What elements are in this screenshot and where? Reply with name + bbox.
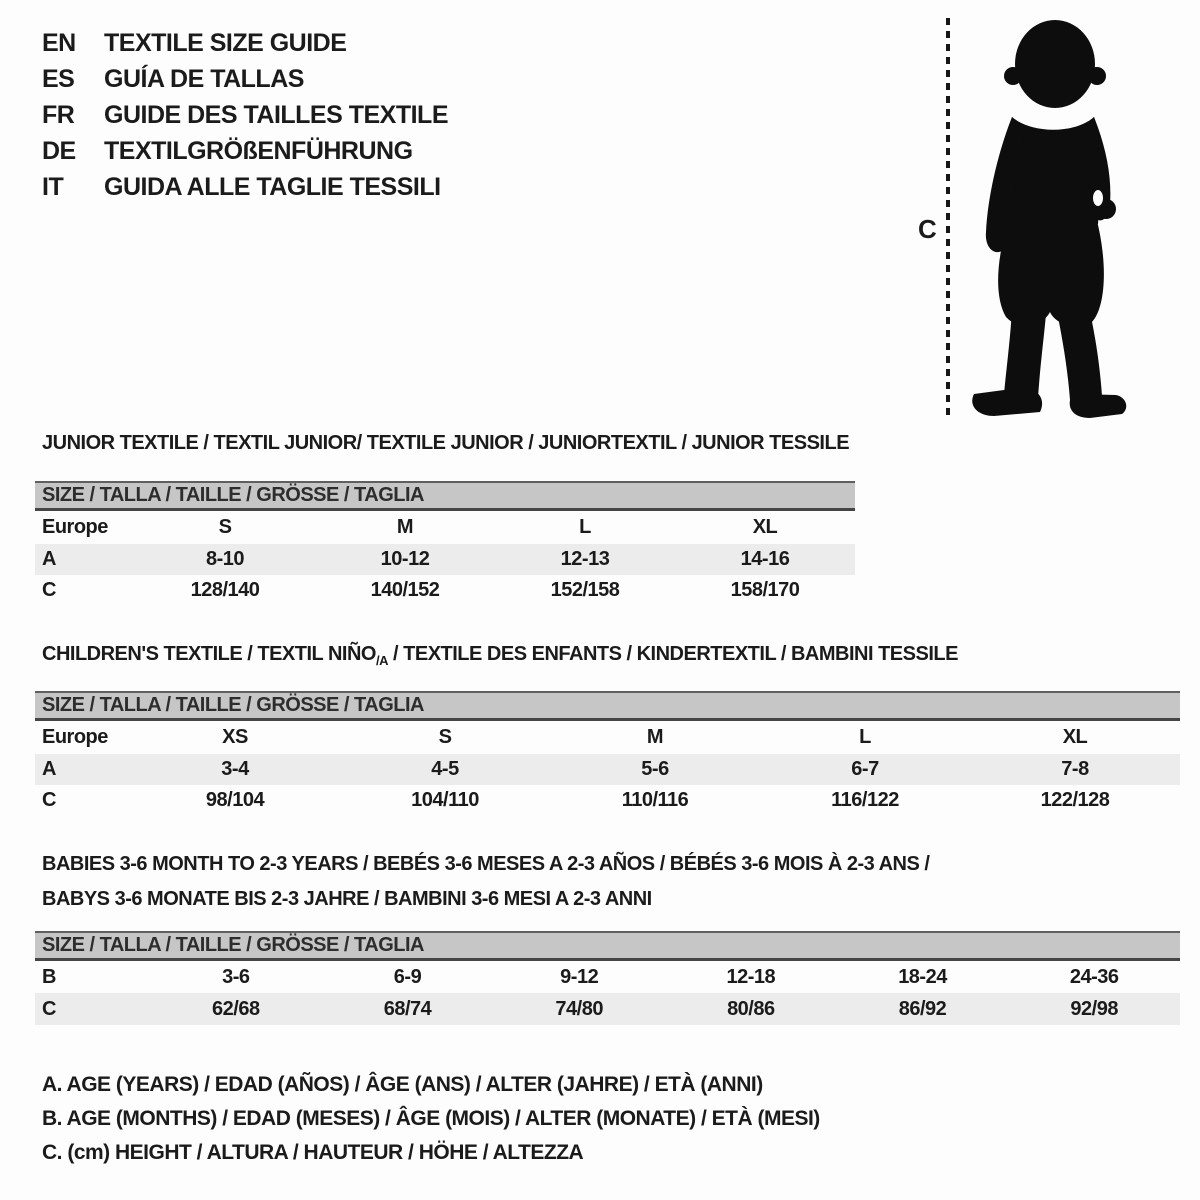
table-row [35, 544, 855, 575]
lang-code: DE [42, 136, 76, 165]
row-label: Europe [42, 516, 108, 538]
row-label: B [42, 965, 56, 988]
size-cell: M [646, 726, 664, 748]
table-row [35, 961, 1180, 993]
children-size-table [35, 691, 1180, 816]
babies-size-table [35, 931, 1180, 1025]
size-cell: XL [752, 516, 778, 538]
size-cell: XL [1062, 726, 1088, 748]
size-header-bar [35, 931, 1180, 961]
toddler-silhouette-icon [960, 12, 1145, 420]
size-header-bar [35, 481, 855, 511]
table-row [35, 721, 1180, 754]
row-label: A [42, 758, 56, 780]
junior-section-title: JUNIOR TEXTILE / TEXTIL JUNIOR/ TEXTILE JUNIOR / JUNIORTEXTIL / JUNIOR TESSILE [42, 432, 850, 454]
height-cell: 92/98 [1070, 997, 1118, 1020]
children-section-title [42, 643, 958, 668]
size-header-label: SIZE / TALLA / TAILLE / GRÖSSE / TAGLIA [42, 484, 424, 506]
lang-row-en [42, 25, 448, 61]
lang-code: FR [42, 100, 75, 129]
age-cell: 5-6 [641, 758, 669, 780]
babies-section-title-line1: BABIES 3-6 MONTH TO 2-3 YEARS / BEBÉS 3-6 MESES A 2-3 AÑOS / BÉBÉS 3-6 MOIS À 2-3 ANS / [42, 853, 930, 875]
age-cell: 12-13 [560, 548, 610, 570]
age-cell: 14-16 [740, 548, 790, 570]
lang-row-fr [42, 97, 448, 133]
legend-footnotes [42, 1068, 820, 1170]
lang-row-de [42, 133, 448, 169]
size-header-bar [35, 691, 1180, 721]
children-title-sub: /A [375, 653, 388, 668]
row-label: C [42, 997, 56, 1020]
lang-title: TEXTILE SIZE GUIDE [104, 28, 347, 57]
height-cell: 104/110 [411, 789, 479, 811]
lang-title: GUIDE DES TAILLES TEXTILE [104, 100, 449, 129]
lang-code: ES [42, 64, 75, 93]
age-cell: 9-12 [560, 965, 599, 988]
height-cell: 158/170 [730, 579, 800, 601]
footnote-age-months: B. AGE (MONTHS) / EDAD (MESES) / ÂGE (MOIS) / ALTER (MONATE) / ETÀ (MESI) [42, 1107, 820, 1130]
size-cell: M [396, 516, 414, 538]
language-title-list [42, 25, 448, 205]
age-cell: 8-10 [205, 548, 245, 570]
age-cell: 7-8 [1061, 758, 1089, 780]
height-cell: 122/128 [1040, 789, 1110, 811]
lang-row-es [42, 61, 448, 97]
age-cell: 12-18 [726, 965, 776, 988]
lang-code: IT [42, 172, 64, 201]
height-cell: 128/140 [190, 579, 260, 601]
children-title-pre: CHILDREN'S TEXTILE / TEXTIL NIÑO [42, 643, 376, 665]
table-row [35, 993, 1180, 1025]
age-cell: 24-36 [1069, 965, 1119, 988]
children-title-post: / TEXTILE DES ENFANTS / KINDERTEXTIL / BAMBINI TESSILE [387, 643, 958, 665]
age-cell: 3-6 [222, 965, 250, 988]
table-row [35, 575, 855, 606]
lang-row-it [42, 169, 448, 205]
height-cell: 62/68 [212, 997, 260, 1020]
row-label: C [42, 789, 56, 811]
size-cell: S [218, 516, 232, 538]
age-cell: 10-12 [380, 548, 430, 570]
size-header-label: SIZE / TALLA / TAILLE / GRÖSSE / TAGLIA [42, 934, 424, 956]
table-row [35, 511, 855, 544]
height-cell: 98/104 [205, 789, 265, 811]
size-cell: L [859, 726, 871, 748]
height-measure-label: C [918, 214, 937, 244]
size-cell: XS [222, 726, 248, 748]
row-label: C [42, 579, 56, 601]
size-header-label: SIZE / TALLA / TAILLE / GRÖSSE / TAGLIA [42, 694, 424, 716]
age-cell: 3-4 [221, 758, 249, 780]
junior-size-table [35, 481, 855, 606]
size-cell: L [579, 516, 591, 538]
size-cell: S [438, 726, 452, 748]
lang-title: TEXTILGRÖßENFÜHRUNG [104, 136, 413, 165]
row-label: A [42, 548, 56, 570]
height-cell: 152/158 [550, 579, 620, 601]
age-cell: 6-7 [851, 758, 879, 780]
footnote-height-cm: C. (cm) HEIGHT / ALTURA / HAUTEUR / HÖHE / ALTEZZA [42, 1141, 584, 1164]
height-cell: 80/86 [727, 997, 775, 1020]
table-row [35, 754, 1180, 785]
height-cell: 74/80 [555, 997, 603, 1020]
lang-title: GUÍA DE TALLAS [104, 64, 304, 93]
babies-section-title-line2: BABYS 3-6 MONATE BIS 2-3 JAHRE / BAMBINI 3-6 MESI A 2-3 ANNI [42, 888, 652, 910]
age-cell: 4-5 [431, 758, 459, 780]
lang-title: GUIDA ALLE TAGLIE TESSILI [104, 172, 441, 201]
height-cell: 68/74 [383, 997, 432, 1020]
age-cell: 6-9 [393, 965, 422, 988]
lang-code: EN [42, 28, 76, 57]
row-label: Europe [42, 726, 108, 748]
table-row [35, 785, 1180, 816]
height-cell: 110/116 [621, 789, 689, 811]
height-dashed-line [946, 18, 950, 415]
footnote-age-years: A. AGE (YEARS) / EDAD (AÑOS) / ÂGE (ANS) / ALTER (JAHRE) / ETÀ (ANNI) [42, 1073, 763, 1096]
height-cell: 86/92 [898, 997, 947, 1020]
height-cell: 116/122 [831, 789, 899, 811]
height-cell: 140/152 [370, 579, 440, 601]
age-cell: 18-24 [898, 965, 947, 988]
